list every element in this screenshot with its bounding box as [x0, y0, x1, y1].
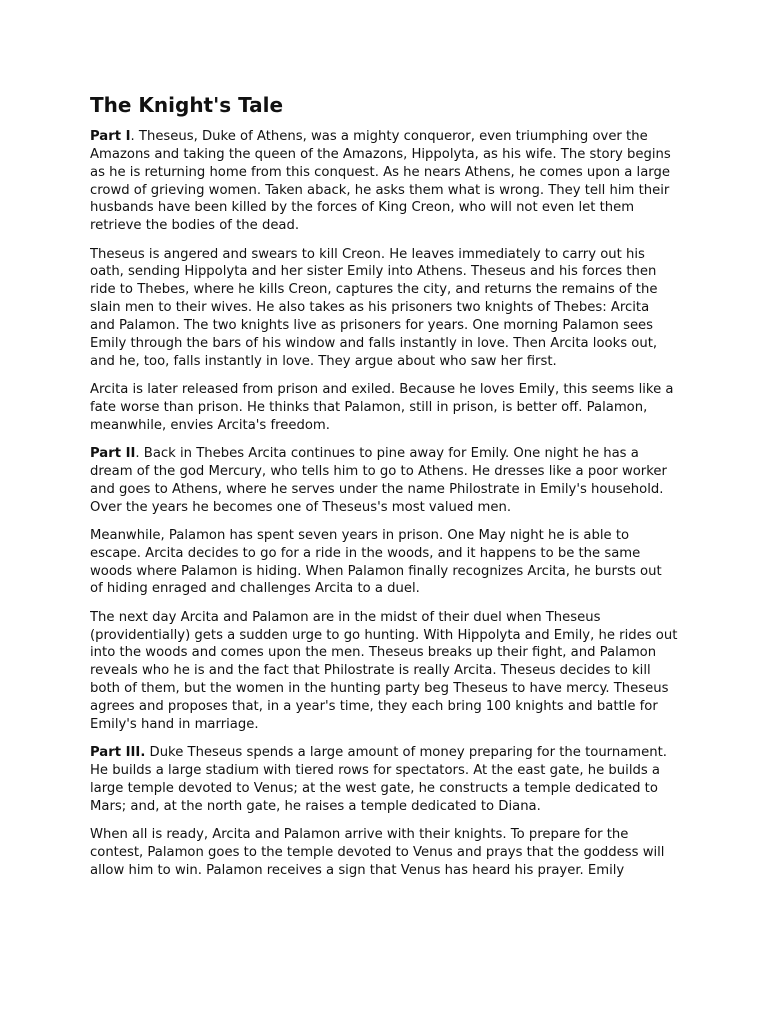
paragraph: [90, 381, 678, 435]
paragraph-text: Meanwhile, Palamon has spent seven years in prison. One May night he is able to escape. Arcita decides to go for a ride in the woods, and it happens to be the same woods where Palamon is hiding. When Palamon finally recognizes Arcita, he bursts out of hiding enraged and challenges Arcita to a duel.: [90, 527, 662, 597]
paragraph: [90, 609, 678, 734]
paragraph-text: The next day Arcita and Palamon are in the midst of their duel when Theseus (providentially) gets a sudden urge to go hunting. With Hippolyta and Emily, he rides out into the woods and comes upon the men. Theseus breaks up their fight, and Palamon reveals who he is and the fact that Philostrate is really Arcita. Theseus decides to kill both of them, but the women in the hunting party beg Theseus to have mercy. Theseus agrees and proposes that, in a year's time, they each bring 100 knights and battle for Emily's hand in marriage.: [90, 609, 678, 732]
document-body: [90, 128, 678, 952]
paragraph-part-2: [90, 445, 678, 516]
part-label: Part II: [90, 446, 136, 461]
part-label: Part III.: [90, 745, 146, 761]
paragraph-text: Theseus is angered and swears to kill Creon. He leaves immediately to carry out his oath, sending Hippolyta and her sister Emily into Athens. Theseus and his forces then ride to Thebes, where he kills Creon, captures the city, and returns the remains of the slain men to their wives. He also takes as his prisoners two knights of Thebes: Arcita and Palamon. The two knights live as prisoners for years. One morning Palamon sees Emily through the bars of his window and falls instantly in love. Then Arcita looks out, and he, too, falls instantly in love. They argue about who saw her first.: [90, 246, 658, 369]
paragraph-part-1: [90, 128, 678, 235]
paragraph-text: Duke Theseus spends a large amount of money preparing for the tournament. He builds a large stadium with tiered rows for spectators. At the east gate, he builds a large temple devoted to Venus; at the west gate, he constructs a temple dedicated to Mars; and, at the north gate, he raises a temple dedicated to Diana.: [90, 745, 667, 814]
part-label: Part I: [90, 129, 131, 144]
paragraph-text: When all is ready, Arcita and Palamon arrive with their knights. To prepare for the contest, Palamon goes to the temple devoted to Venus and prays that the goddess will allow him to win. Palamon receives a sign that Venus has heard his prayer. Emily: [90, 827, 665, 878]
paragraph: [90, 826, 678, 880]
paragraph-part-3: [90, 744, 678, 815]
paragraph: [90, 527, 678, 598]
paragraph-text: . Theseus, Duke of Athens, was a mighty conqueror, even triumphing over the Amazons and taking the queen of the Amazons, Hippolyta, as his wife. The story begins as he is returning home from this conquest. As he nears Athens, he comes upon a large crowd of grieving women. Taken aback, he asks them what is wrong. They tell him their husbands have been killed by the forces of King Creon, who will not even let them retrieve the bodies of the dead.: [90, 129, 671, 234]
document-title: The Knight's Tale: [90, 93, 284, 117]
paragraph-text: . Back in Thebes Arcita continues to pine away for Emily. One night he has a dream of the god Mercury, who tells him to go to Athens. He dresses like a poor worker and goes to Athens, where he serves under the name Philostrate in Emily's household. Over the years he becomes one of Theseus's most valued men.: [90, 446, 667, 515]
paragraph-text: Arcita is later released from prison and exiled. Because he loves Emily, this seems like a fate worse than prison. He thinks that Palamon, still in prison, is better off. Palamon, meanwhile, envies Arcita's freedom.: [90, 381, 674, 433]
paragraph: [90, 246, 678, 371]
